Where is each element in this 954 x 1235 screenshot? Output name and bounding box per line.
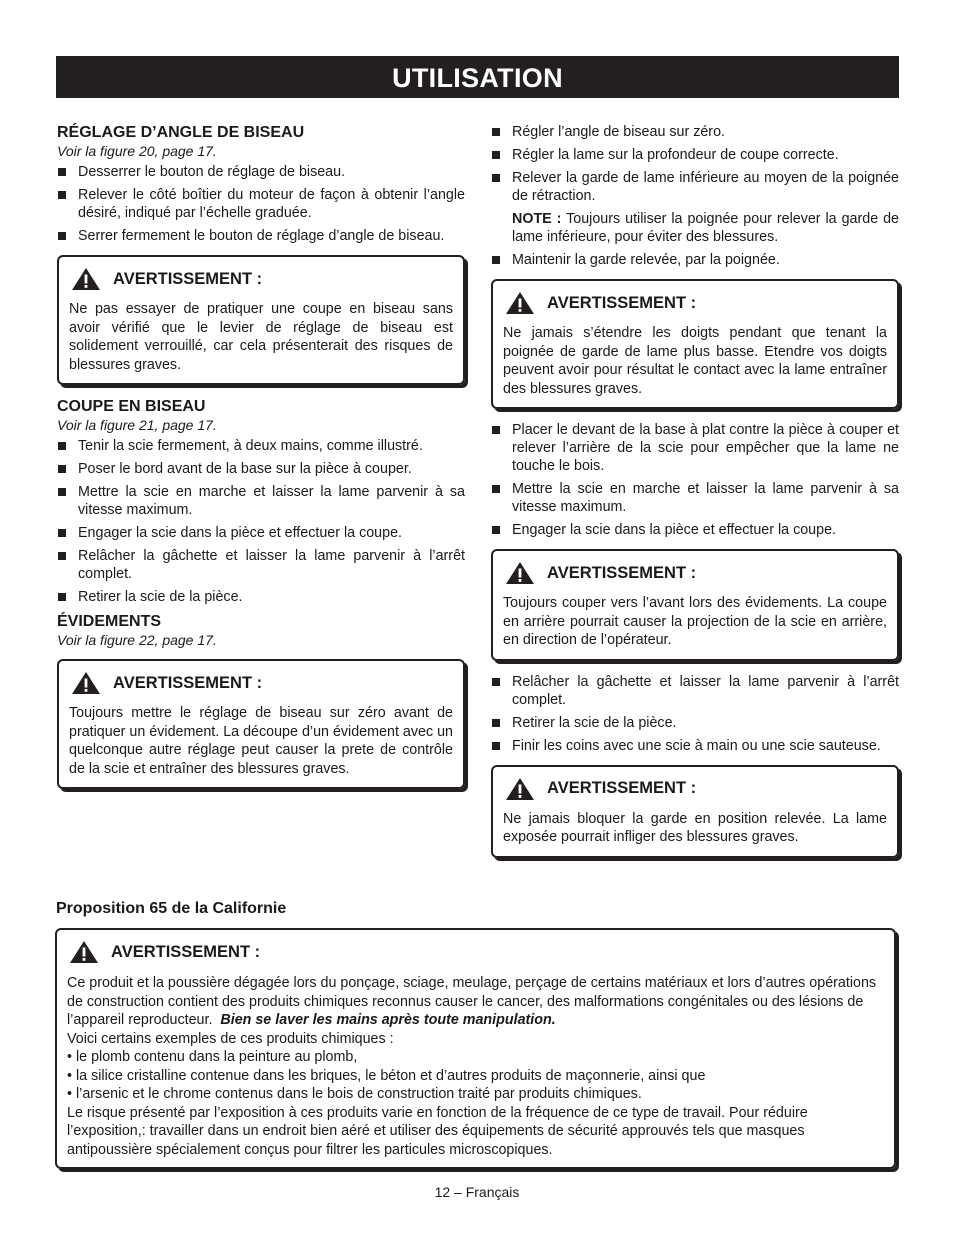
warning-text: Ne jamais s’étendre les doigts pendant que tenant la poignée de garde de lame plus basse. Etendre vos doigts peuvent avoir pour résultat le contact avec la lame entraîner des blessures graves.	[503, 325, 887, 397]
square-bullet-icon	[492, 485, 500, 493]
square-bullet-icon	[492, 426, 500, 434]
warning-header	[503, 777, 887, 801]
square-bullet-icon	[58, 488, 66, 496]
list-item: Mettre la scie en marche et laisser la lame parvenir à sa vitesse maximum.	[57, 483, 465, 519]
list-item: Engager la scie dans la pièce et effectuer la coupe.	[57, 524, 465, 542]
warning-box	[491, 765, 899, 858]
prop65-intro-bold: Bien se laver les mains après toute manipulation.	[220, 1012, 556, 1028]
pocket-steps-3	[491, 421, 899, 539]
list-item: Relâcher la gâchette et laisser la lame parvenir à l’arrêt complet.	[491, 673, 899, 709]
list-item: Maintenir la garde relevée, par la poignée.	[491, 251, 899, 269]
warning-box	[491, 279, 899, 409]
banner-title: UTILISATION	[392, 62, 563, 93]
warning-text: Toujours couper vers l’avant lors des évidements. La coupe en arrière pourrait causer la projection de la scie en arrière, en direction de l’opérateur.	[503, 595, 887, 648]
prop65-example: • le plomb contenu dans la peinture au plomb,	[67, 1049, 358, 1065]
square-bullet-icon	[492, 128, 500, 136]
warning-title: AVERTISSEMENT :	[111, 942, 261, 961]
warning-title: AVERTISSEMENT :	[547, 563, 697, 582]
pocket-steps-4	[491, 673, 899, 755]
square-bullet-icon	[492, 526, 500, 534]
warning-header	[503, 291, 887, 315]
section-title-bevel-angle: RÉGLAGE D’ANGLE DE BISEAU	[57, 124, 305, 141]
list-item: Relever le côté boîtier du moteur de façon à obtenir l’angle désiré, indiqué par l’échelle graduée.	[57, 186, 465, 222]
pocket-steps-1	[491, 123, 899, 205]
right-column	[491, 123, 899, 870]
warning-title: AVERTISSEMENT :	[547, 293, 697, 312]
section-title-bevel-cut: COUPE EN BISEAU	[57, 398, 206, 415]
square-bullet-icon	[58, 442, 66, 450]
prop65-closing: Le risque présenté par l’exposition à ces produits varie en fonction de la fréquence de ce type de travail. Pour réduire l’exposition,: travailler dans un endroit bien aéré et utiliser des équipements de sécurité approuvés tels que masques antipoussière spécialement conçus pour filtrer les particules microscopiques.	[67, 1104, 808, 1158]
list-item: Relever la garde de lame inférieure au moyen de la poignée de rétraction.	[491, 169, 899, 205]
list-item: Engager la scie dans la pièce et effectuer la coupe.	[491, 521, 899, 539]
note-label: NOTE :	[512, 211, 562, 227]
figure-reference: Voir la figure 22, page 17.	[57, 632, 217, 648]
section-title-pockets: ÉVIDEMENTS	[57, 613, 162, 630]
square-bullet-icon	[492, 256, 500, 264]
warning-text: Toujours mettre le réglage de biseau sur zéro avant de pratiquer un évidement. La découpe d’un évidement avec un quelconque autre réglage peut causer la prete de contrôle de la scie et entraîner des blessures graves.	[69, 705, 453, 777]
warning-triangle-icon	[69, 940, 99, 964]
warning-box	[491, 549, 899, 661]
prop65-example: • l’arsenic et le chrome contenus dans le bois de construction traité par produits chimiques.	[67, 1086, 642, 1102]
square-bullet-icon	[492, 719, 500, 727]
warning-box	[57, 255, 465, 385]
square-bullet-icon	[58, 168, 66, 176]
warning-triangle-icon	[505, 291, 535, 315]
page-banner	[56, 56, 899, 98]
square-bullet-icon	[58, 593, 66, 601]
list-item: Régler la lame sur la profondeur de coupe correcte.	[491, 146, 899, 164]
square-bullet-icon	[58, 232, 66, 240]
bevel-angle-steps	[57, 163, 465, 245]
square-bullet-icon	[58, 529, 66, 537]
prop65-title: Proposition 65 de la Californie	[56, 900, 287, 917]
warning-title: AVERTISSEMENT :	[113, 673, 263, 692]
warning-header	[69, 671, 453, 695]
square-bullet-icon	[58, 191, 66, 199]
square-bullet-icon	[58, 552, 66, 560]
warning-header	[503, 561, 887, 585]
warning-triangle-icon	[71, 671, 101, 695]
prop65-examples-intro: Voici certains exemples de ces produits chimiques :	[67, 1030, 394, 1047]
list-item: Poser le bord avant de la base sur la pièce à couper.	[57, 460, 465, 478]
warning-triangle-icon	[71, 267, 101, 291]
square-bullet-icon	[58, 465, 66, 473]
list-item: Relâcher la gâchette et laisser la lame parvenir à l’arrêt complet.	[57, 547, 465, 583]
warning-triangle-icon	[505, 777, 535, 801]
warning-text: Ne pas essayer de pratiquer une coupe en biseau sans avoir vérifié que le levier de réglage de biseau est solidement verrouillé, car cela présenterait des risques de blessures graves.	[69, 301, 453, 373]
warning-text: Ne jamais bloquer la garde en position relevée. La lame exposée pourrait infliger des blessures graves.	[503, 810, 887, 845]
warning-title: AVERTISSEMENT :	[547, 779, 697, 797]
prop65-example: • la silice cristalline contenue dans les briques, le béton et d’autres produits de maçonnerie, ainsi que	[67, 1067, 706, 1084]
list-item: Desserrer le bouton de réglage de biseau.	[57, 163, 465, 181]
list-item: Serrer fermement le bouton de réglage d’angle de biseau.	[57, 227, 465, 245]
list-item: Finir les coins avec une scie à main ou une scie sauteuse.	[491, 737, 899, 755]
note	[491, 210, 899, 246]
square-bullet-icon	[492, 742, 500, 750]
square-bullet-icon	[492, 151, 500, 159]
list-item: Placer le devant de la base à plat contre la pièce à couper et relever l’arrière de la scie pour empêcher que la lame ne touche le bois.	[491, 421, 899, 475]
warning-box	[57, 659, 465, 789]
page-footer: 12 – Français	[434, 1184, 520, 1200]
list-item: Mettre la scie en marche et laisser la lame parvenir à sa vitesse maximum.	[491, 480, 899, 516]
square-bullet-icon	[492, 678, 500, 686]
figure-reference: Voir la figure 20, page 17.	[57, 143, 217, 159]
list-item: Régler l’angle de biseau sur zéro.	[491, 123, 899, 141]
prop65-warning-box	[55, 928, 896, 1169]
list-item: Retirer la scie de la pièce.	[57, 588, 465, 606]
warning-header	[67, 940, 884, 964]
warning-title: AVERTISSEMENT :	[113, 269, 263, 288]
left-column	[57, 123, 465, 801]
list-item: Tenir la scie fermement, à deux mains, comme illustré.	[57, 437, 465, 455]
bevel-cut-steps	[57, 437, 465, 606]
figure-reference: Voir la figure 21, page 17.	[57, 417, 217, 433]
square-bullet-icon	[492, 174, 500, 182]
list-item: Retirer la scie de la pièce.	[491, 714, 899, 732]
warning-header	[69, 267, 453, 291]
note-text: Toujours utiliser la poignée pour relever la garde de lame inférieure, pour éviter des blessures.	[512, 211, 900, 245]
prop65-intro: Ce produit et la poussière dégagée lors du ponçage, sciage, meulage, perçage de certains matériaux et lors d’autres opérations de construction contient des produits chimiques reconnus causer le cancer, des malformations congénitales ou des lésions de l’appareil reproducteur. Bien se laver les mains après toute manipulation.	[67, 975, 877, 1028]
pocket-steps-2	[491, 251, 899, 269]
warning-triangle-icon	[505, 561, 535, 585]
